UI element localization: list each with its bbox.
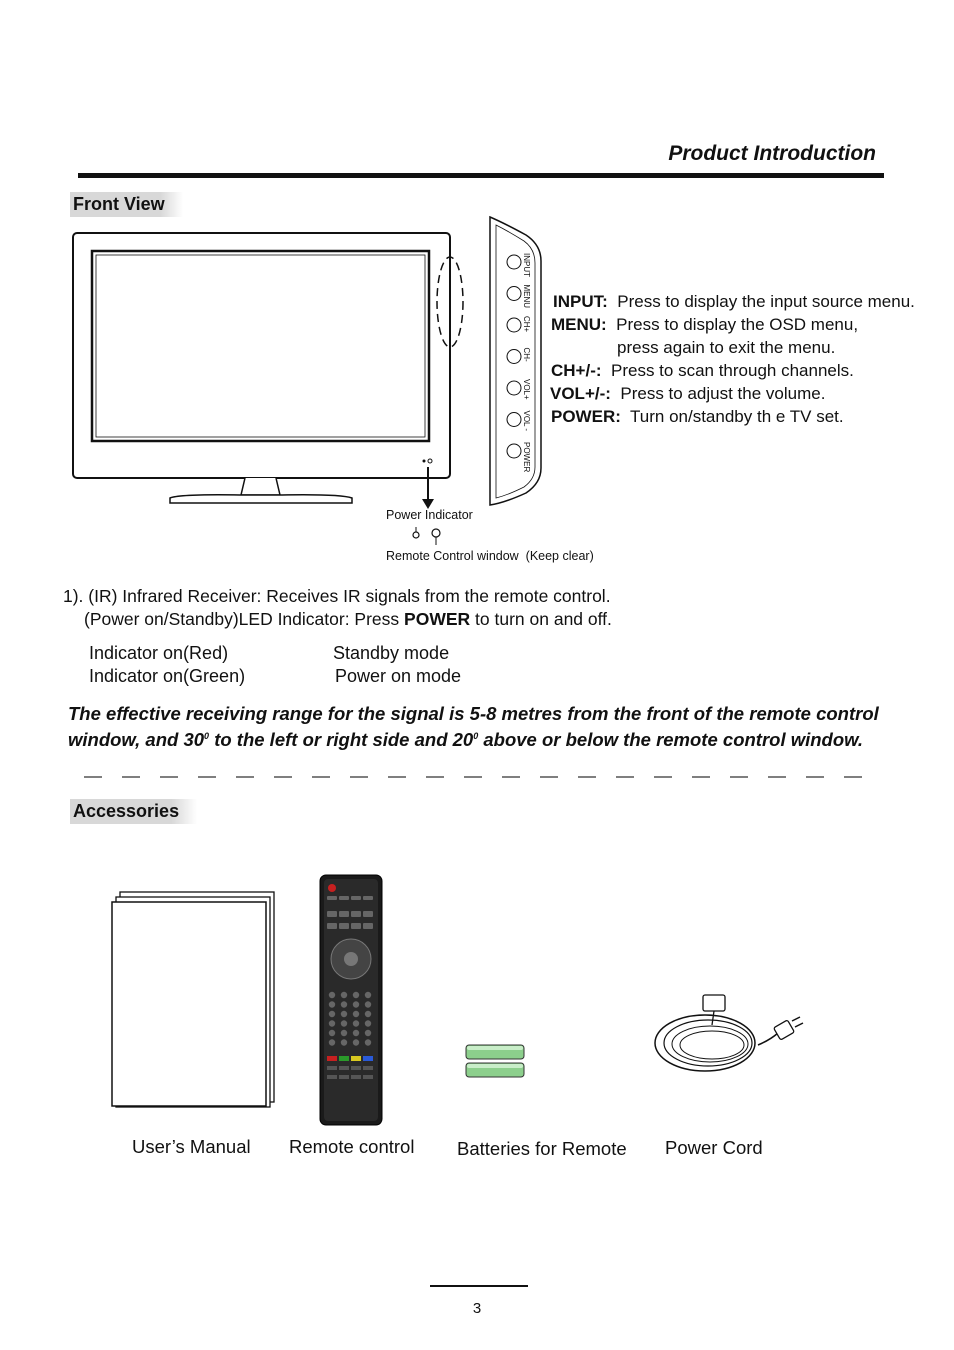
panel-button-3 [507, 350, 521, 364]
panel-button-1 [507, 287, 521, 301]
batteries-illustration [462, 1042, 528, 1082]
panel-button-label-5: VOL - [522, 410, 531, 432]
accessory-label-manual: User’s Manual [132, 1136, 251, 1157]
power-indicator-dot [423, 460, 426, 463]
power-cord-illustration [650, 985, 810, 1085]
range-note: The effective receiving range for the signal is 5-8 metres from the front of the remote control window, and $30^0$ to the left or right side and $20^0$ above or below the remote control window. [68, 703, 879, 751]
panel-button-0 [507, 255, 521, 269]
ir-receiver-line: 1). (IR) Infrared Receiver: Receives IR signals from the remote control. [63, 586, 611, 606]
accessory-label-power-cord: Power Cord [665, 1137, 763, 1158]
power-indicator-label: Power Indicator [386, 508, 473, 522]
panel-button-label-2: CH+ [522, 316, 531, 333]
indicator-red-state: Indicator on(Red) [89, 643, 229, 663]
page-number: 3 [472, 1300, 482, 1317]
indicator-red-mode: Standby mode [333, 643, 450, 663]
desc-volume: VOL+/-: Press to adjust the volume. [550, 384, 826, 403]
desc-menu-continued: press again to exit the menu. [617, 338, 836, 357]
tv-stand-base [170, 495, 352, 503]
title-rule [78, 173, 884, 178]
accessory-label-batteries: Batteries for Remote [457, 1138, 627, 1159]
button-descriptions [551, 290, 951, 428]
page-title: Product Introduction [668, 142, 876, 165]
side-button-panel [486, 213, 546, 508]
panel-button-2 [507, 318, 521, 332]
desc-menu: MENU: Press to display the OSD menu, [551, 315, 859, 334]
panel-button-label-3: CH- [522, 347, 531, 362]
panel-button-6 [507, 444, 521, 458]
desc-channel: CH+/-: Press to scan through channels. [551, 361, 854, 380]
indicator-green-state: Indicator on(Green) [89, 666, 246, 686]
panel-button-4 [507, 381, 521, 395]
remote-window-label: Remote Control window (Keep clear) [386, 549, 594, 563]
panel-button-label-0: INPUT [522, 253, 531, 277]
remote-control-illustration [318, 873, 384, 1128]
indicator-window-icons [408, 525, 448, 549]
tv-screen [92, 251, 429, 441]
indicator-green-mode: Power on mode [335, 666, 462, 686]
ir-info [63, 585, 913, 631]
front-view-heading: Front View [70, 192, 183, 217]
desc-input: INPUT: Press to display the input source menu. [553, 292, 915, 311]
dashed-separator [84, 774, 874, 780]
led-indicator-line: (Power on/Standby)LED Indicator: Press POWER to turn on and off. [84, 609, 612, 629]
panel-button-5 [507, 413, 521, 427]
footer-rule [430, 1285, 528, 1287]
accessories-heading: Accessories [70, 799, 197, 824]
tv-front-illustration [60, 215, 560, 515]
desc-power: POWER: Turn on/standby th e TV set. [551, 407, 844, 426]
panel-button-label-4: VOL+ [522, 379, 531, 400]
panel-button-label-1: MENU [522, 284, 531, 309]
tv-stand-neck [241, 478, 280, 495]
accessory-label-remote: Remote control [289, 1136, 415, 1157]
users-manual-illustration [108, 888, 280, 1114]
panel-button-label-6: POWER [522, 442, 531, 473]
